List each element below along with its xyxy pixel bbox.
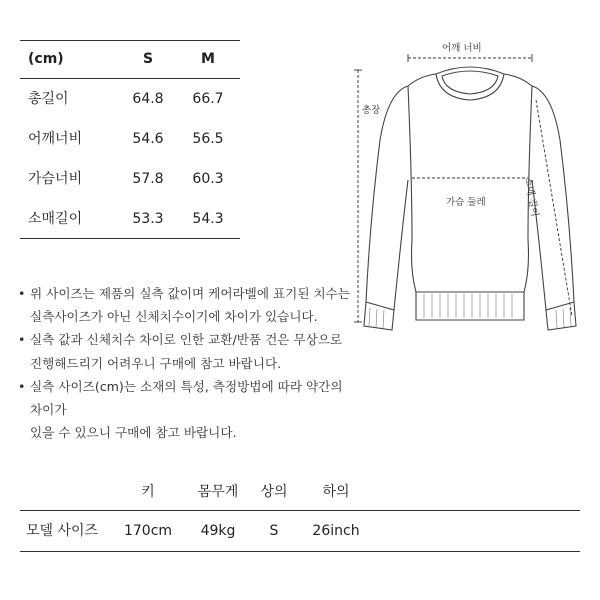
model-weight-value: 49kg [200,523,236,539]
value-m: 60.3 [192,171,224,187]
bullet: • [18,378,26,394]
total-length-label: 총장 [362,105,381,116]
row-label: 가슴너비 [28,171,83,187]
header-weight: 몸무게 [197,484,239,500]
note-line: 실측 사이즈(cm)는 소재의 특성, 측정방법에 따라 약간의 차이가 [30,378,343,418]
size-notes [18,282,358,444]
value-m: 66.7 [192,91,224,107]
value-s: 64.8 [132,91,164,107]
model-table-bottom-rule [20,551,580,552]
size-table-header [20,40,240,78]
value-s: 53.3 [132,211,164,227]
chest-width-label: 가슴 둘레 [446,197,486,208]
table-row [20,120,240,158]
note-item [18,282,358,328]
note-line: 실측사이즈가 아닌 신체치수이기에 차이가 있습니다. [30,309,318,325]
table-row [20,200,240,238]
sweater-sketch [350,30,590,350]
sleeve-length-label: 소매 길이 [522,176,540,218]
note-line: 있을 수 있으니 구매에 참고 바랍니다. [30,425,237,441]
note-line: 위 사이즈는 제품의 실측 값이며 케어라벨에 표기된 치수는 [30,286,350,301]
note-line: 진행해드리기 어려우니 구매에 참고 바랍니다. [30,355,282,371]
note-line: 실측 값과 신체치수 차이로 인한 교환/반품 건은 무상으로 [30,332,343,348]
note-item [18,375,358,445]
row-label: 어깨너비 [28,131,83,147]
table-row [20,80,240,118]
model-size-table [20,478,580,552]
bullet: • [18,286,26,301]
header-top: 상의 [260,484,288,500]
note-item [18,328,358,374]
value-m: 56.5 [192,131,224,147]
header-size-s: S [142,51,154,67]
header-size-m: M [201,51,215,67]
shoulder-width-label: 어깨 너비 [442,43,482,54]
row-label: 총길이 [28,91,69,107]
header-rule [20,78,240,79]
header-bottom: 하의 [322,484,350,500]
model-bottom-size-value: 26inch [312,523,360,539]
table-row [20,160,240,198]
value-m: 54.3 [192,211,224,227]
value-s: 54.6 [132,131,164,147]
table-bottom-rule [20,238,240,239]
model-height-value: 170cm [123,523,173,539]
header-height: 키 [141,484,155,500]
row-label: 소매길이 [28,211,83,227]
value-s: 57.8 [132,171,164,187]
model-table-top-rule [20,510,580,511]
bullet: • [18,332,26,348]
model-top-size-value: S [269,523,279,539]
header-unit: (cm) [28,51,64,67]
model-size-label: 모델 사이즈 [26,523,99,539]
garment-diagram [350,30,590,350]
